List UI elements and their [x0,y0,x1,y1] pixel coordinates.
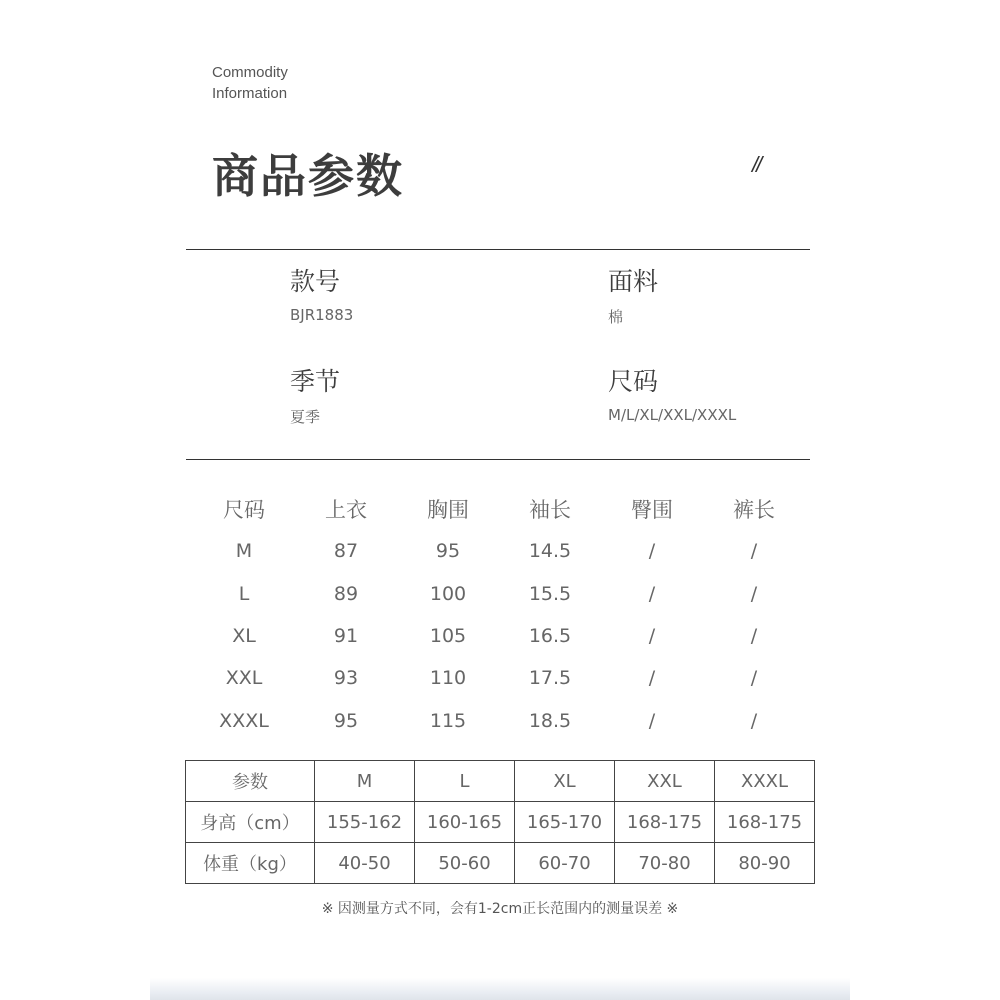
field-label: 季节 [290,367,341,396]
value-cell: 16.5 [528,625,572,648]
header-cell: 上衣 [325,498,367,523]
value-cell: / [648,709,656,732]
table-cell: XL [515,761,615,802]
table-cell: 168-175 [615,802,715,843]
value-cell: 105 [429,625,467,648]
table-row [193,615,805,657]
table-cell: 165-170 [515,802,615,843]
value-cell: 15.5 [528,582,572,605]
field-size [608,366,736,424]
subtitle-line-2: Information [212,85,288,102]
table-cell: 70-80 [615,843,715,884]
value-cell: 14.5 [528,540,572,563]
field-label: 面料 [608,267,659,296]
table-cell: 168-175 [715,802,815,843]
value-cell: / [750,709,758,732]
table-cell: M [315,761,415,802]
value-cell: 95 [435,540,461,563]
header-cell: 胸围 [427,498,469,523]
size-cell: XXXL [219,709,269,732]
table-cell: 80-90 [715,843,815,884]
value-cell: / [750,582,758,605]
fit-table [185,760,815,884]
field-season [290,366,340,427]
table-cell: 60-70 [515,843,615,884]
size-cell: M [235,540,253,563]
table-cell: XXXL [715,761,815,802]
divider-top [186,249,810,250]
table-cell: 160-165 [415,802,515,843]
field-value: 夏季 [290,408,321,426]
field-style-number [290,266,353,324]
size-chart-header [193,488,805,530]
table-cell: 155-162 [315,802,415,843]
size-cell: XXL [225,667,263,690]
table-row [186,843,815,884]
table-cell: 体重（kg） [186,843,315,884]
table-cell: 50-60 [415,843,515,884]
bottom-decoration [150,978,850,1000]
table-cell: 40-50 [315,843,415,884]
subtitle-english [212,62,288,104]
value-cell: 18.5 [528,709,572,732]
field-value: BJR1883 [290,306,354,324]
value-cell: 91 [333,625,359,648]
decorative-slashes: // [752,152,761,177]
field-fabric [608,266,658,327]
value-cell: 93 [333,667,359,690]
table-cell: 参数 [186,761,315,802]
value-cell: 87 [333,540,359,563]
subtitle-line-1: Commodity [212,64,288,81]
page-title: 商品参数 [212,149,404,203]
table-row [193,699,805,741]
value-cell: / [648,540,656,563]
value-cell: 100 [429,582,467,605]
table-row [186,802,815,843]
table-row [186,761,815,802]
table-row [193,657,805,699]
header-cell: 袖长 [529,498,571,523]
table-row [193,573,805,615]
field-value: 棉 [608,308,624,326]
header-cell: 尺码 [223,498,265,523]
table-cell: XXL [615,761,715,802]
value-cell: / [750,667,758,690]
size-chart [193,488,805,742]
value-cell: 17.5 [528,667,572,690]
value-cell: 95 [333,709,359,732]
value-cell: 89 [333,582,359,605]
value-cell: / [750,625,758,648]
header-cell: 裤长 [733,498,775,523]
value-cell: 115 [429,709,467,732]
header-cell: 臀围 [631,498,673,523]
table-row [193,530,805,572]
value-cell: 110 [429,667,467,690]
field-value: M/L/XL/XXL/XXXL [608,406,737,424]
size-cell: XL [232,625,256,648]
table-cell: L [415,761,515,802]
size-cell: L [238,582,250,605]
table-cell: 身高（cm） [186,802,315,843]
value-cell: / [648,667,656,690]
value-cell: / [648,582,656,605]
value-cell: / [750,540,758,563]
field-label: 款号 [290,267,341,296]
value-cell: / [648,625,656,648]
measurement-note: ※ 因测量方式不同，会有1-2cm正长范围内的测量误差 ※ [321,901,679,917]
field-label: 尺码 [608,367,659,396]
divider-middle [186,459,810,460]
